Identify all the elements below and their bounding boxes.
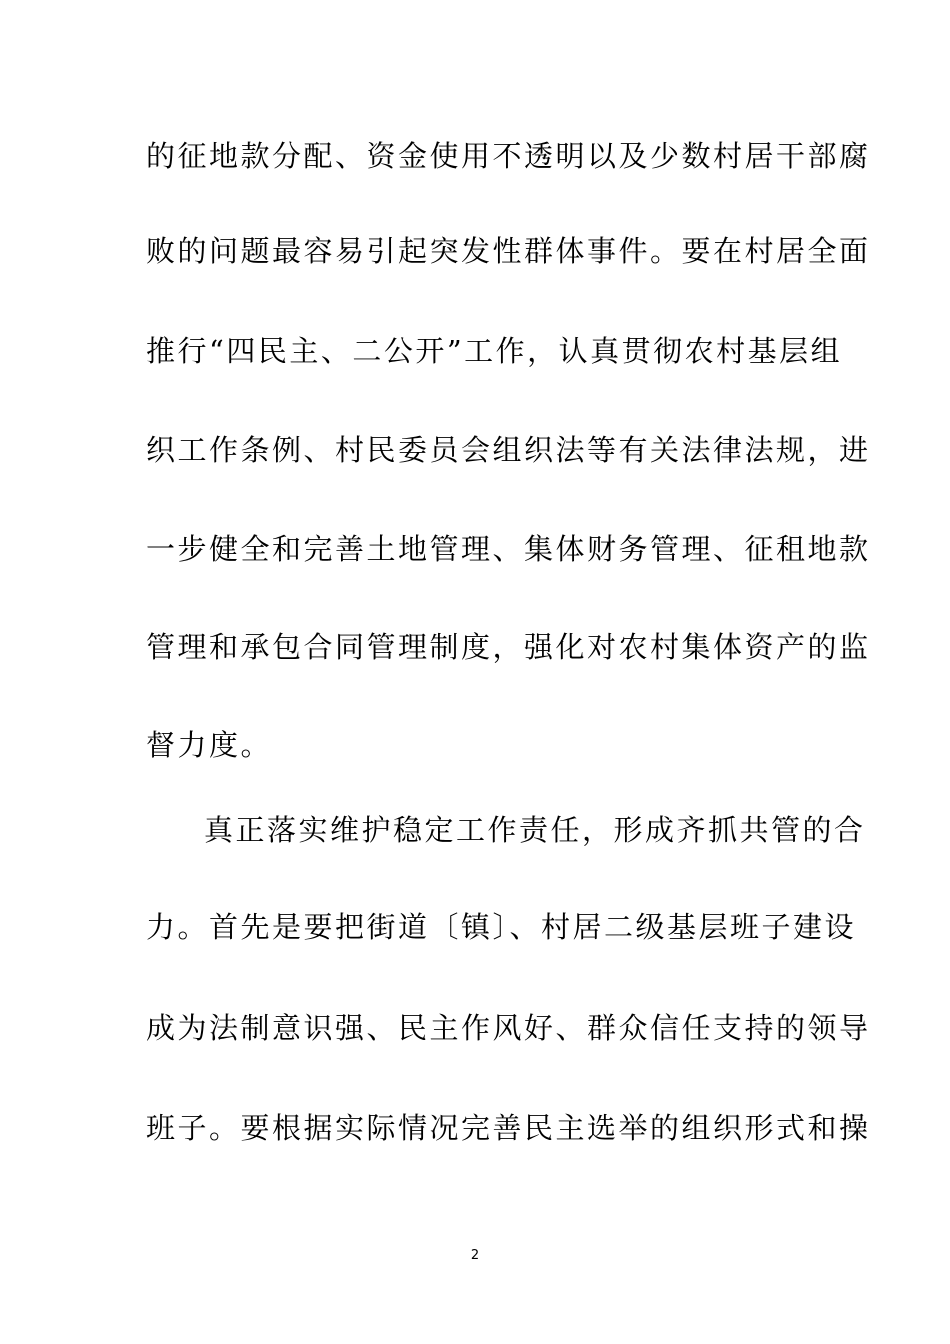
paragraph-first-line: 真正落实维护稳定工作责任，形成齐抓共管的合 <box>204 813 866 847</box>
text-line: 力。首先是要把街道〔镇〕、村居二级基层班子建设 <box>146 910 857 944</box>
text-line: 管理和承包合同管理制度，强化对农村集体资产的监 <box>146 630 871 664</box>
page-number: 2 <box>470 1248 480 1263</box>
text-line: 织工作条例、村民委员会组织法等有关法律法规，进 <box>146 433 871 467</box>
text-line: 推行“四民主、二公开”工作，认真贯彻农村基层组 <box>146 334 843 368</box>
text-line: 班子。要根据实际情况完善民主选举的组织形式和操 <box>146 1111 871 1145</box>
text-line: 一步健全和完善土地管理、集体财务管理、征租地款 <box>146 532 871 566</box>
text-line: 的征地款分配、资金使用不透明以及少数村居干部腐 <box>146 139 871 173</box>
text-line: 督力度。 <box>146 728 273 762</box>
text-line: 败的问题最容易引起突发性群体事件。要在村居全面 <box>146 234 871 268</box>
text-line: 成为法制意识强、民主作风好、群众信任支持的领导 <box>146 1011 871 1045</box>
